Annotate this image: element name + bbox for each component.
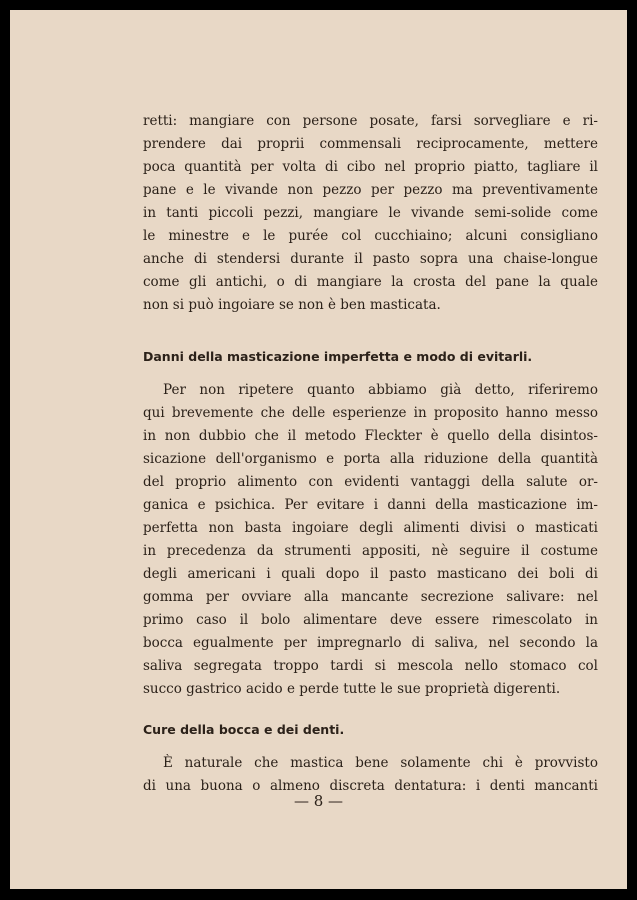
text-line: pane e le vivande non pezzo per pezzo ma preventivamente (143, 182, 598, 198)
text-line: non si può ingoiare se non è ben masticata. (143, 297, 441, 313)
text-line: succo gastrico acido e perde tutte le sue proprietà digerenti. (143, 681, 561, 697)
book-page (10, 10, 627, 889)
text-line: sicazione dell'organismo e porta alla riduzione della quantità (143, 451, 598, 467)
text-line: gomma per ovviare alla mancante secrezione salivare: nel (143, 589, 598, 605)
text-line: È naturale che mastica bene solamente chi è provvisto (163, 755, 598, 771)
text-line: in precedenza da strumenti appositi, nè seguire il costume (143, 543, 598, 559)
text-line: come gli antichi, o di mangiare la crosta del pane la quale (143, 274, 598, 290)
text-line: Per non ripetere quanto abbiamo già detto, riferiremo (163, 382, 598, 398)
text-line: retti: mangiare con persone posate, farsi sorvegliare e ri- (143, 113, 598, 129)
text-line: poca quantità per volta di cibo nel proprio piatto, tagliare il (143, 159, 598, 175)
text-line: primo caso il bolo alimentare deve essere rimescolato in (143, 612, 598, 628)
text-line: anche di stendersi durante il pasto sopra una chaise-longue (143, 251, 598, 267)
text-line: del proprio alimento con evidenti vantaggi della salute or- (143, 474, 598, 490)
text-line: bocca egualmente per impregnarlo di saliva, nel secondo la (143, 635, 598, 651)
section-heading-cure: Cure della bocca e dei denti. (143, 722, 345, 737)
text-line: le minestre e le purée col cucchiaino; alcuni consigliano (143, 228, 598, 244)
text-line: perfetta non basta ingoiare degli alimenti divisi o masticati (143, 520, 598, 536)
text-line: in non dubbio che il metodo Fleckter è quello della disintos- (143, 428, 598, 444)
text-line: degli americani i quali dopo il pasto masticano dei boli di (143, 566, 598, 582)
text-line: prendere dai proprii commensali reciprocamente, mettere (143, 136, 598, 152)
text-line: di una buona o almeno discreta dentatura: i denti mancanti (143, 778, 598, 794)
text-line: ganica e psichica. Per evitare i danni della masticazione im- (143, 497, 598, 513)
paragraph-2 (143, 379, 598, 701)
text-line: qui brevemente che delle esperienze in proposito hanno messo (143, 405, 598, 421)
paragraph-1 (143, 110, 598, 317)
text-line: in tanti piccoli pezzi, mangiare le vivande semi-solide come (143, 205, 598, 221)
body-text (143, 110, 598, 798)
text-line: saliva segregata troppo tardi si mescola nello stomaco col (143, 658, 598, 674)
page-number: — 8 — (293, 792, 344, 810)
section-heading-danni: Danni della masticazione imperfetta e modo di evitarli. (143, 349, 533, 364)
